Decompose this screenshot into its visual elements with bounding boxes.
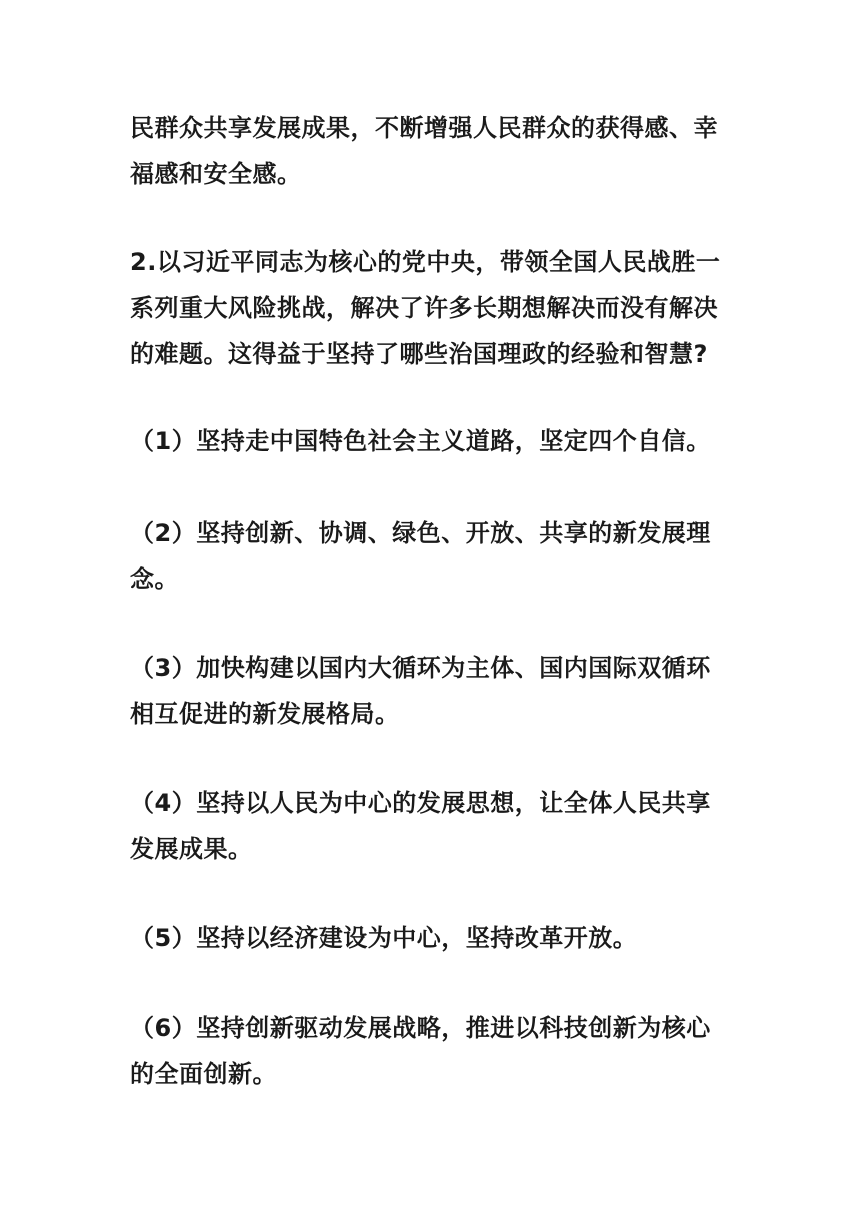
text-line: （6）坚持创新驱动发展战略，推进以科技创新为核心 <box>130 1014 711 1042</box>
answer-item-3 <box>130 645 730 737</box>
text-line: （1）坚持走中国特色社会主义道路，坚定四个自信。 <box>130 427 711 455</box>
answer-item-5 <box>130 915 730 961</box>
text-line: 念。 <box>130 565 179 593</box>
answer-item-6 <box>130 1005 730 1097</box>
text-line: 的全面创新。 <box>130 1060 277 1088</box>
answer-item-4 <box>130 780 730 872</box>
text-line: 福感和安全感。 <box>130 160 302 188</box>
text-line: （5）坚持以经济建设为中心，坚持改革开放。 <box>130 924 638 952</box>
text-line: 2.以习近平同志为核心的党中央，带领全国人民战胜一 <box>130 248 721 276</box>
text-line: 系列重大风险挑战，解决了许多长期想解决而没有解决 <box>130 294 718 322</box>
text-line: 民群众共享发展成果，不断增强人民群众的获得感、幸 <box>130 114 718 142</box>
text-line: 相互促进的新发展格局。 <box>130 700 400 728</box>
question-2 <box>130 239 730 377</box>
answer-item-1 <box>130 418 730 464</box>
text-line: 发展成果。 <box>130 835 253 863</box>
paragraph-continuation <box>130 105 730 197</box>
text-line: （4）坚持以人民为中心的发展思想，让全体人民共享 <box>130 789 711 817</box>
text-line: 的难题。这得益于坚持了哪些治国理政的经验和智慧? <box>130 340 708 368</box>
answer-item-2 <box>130 510 730 602</box>
text-line: （2）坚持创新、协调、绿色、开放、共享的新发展理 <box>130 519 711 547</box>
text-line: （3）加快构建以国内大循环为主体、国内国际双循环 <box>130 654 711 682</box>
